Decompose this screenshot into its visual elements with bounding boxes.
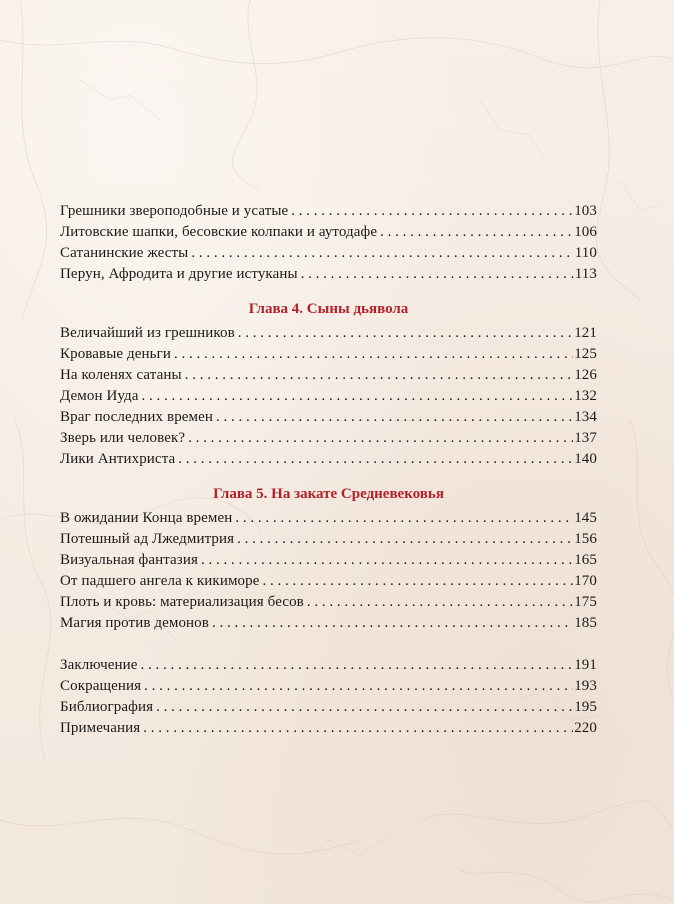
toc-entry-page: 220 bbox=[574, 720, 597, 736]
dot-leader bbox=[174, 344, 573, 365]
toc-entry[interactable] bbox=[60, 344, 597, 365]
toc-entry-title: От падшего ангела к кикиморе bbox=[60, 573, 260, 589]
toc-entry[interactable] bbox=[60, 592, 597, 613]
spacer bbox=[60, 634, 597, 655]
toc-entry-title: Грешники звероподобные и усатые bbox=[60, 203, 289, 219]
toc-entry-title: Сокращения bbox=[60, 678, 142, 694]
toc-entry[interactable] bbox=[60, 718, 597, 739]
toc-entry-title: Демон Иуда bbox=[60, 388, 139, 404]
toc-entry[interactable] bbox=[60, 428, 597, 449]
toc-entry-title: На коленях сатаны bbox=[60, 367, 182, 383]
toc-entry-page: 185 bbox=[574, 615, 597, 631]
toc-entry[interactable] bbox=[60, 243, 597, 264]
dot-leader bbox=[212, 613, 573, 634]
toc-entry-title: В ожидании Конца времен bbox=[60, 510, 233, 526]
dot-leader bbox=[144, 676, 573, 697]
dot-leader bbox=[237, 529, 573, 550]
dot-leader bbox=[185, 365, 573, 386]
dot-leader bbox=[178, 449, 573, 470]
chapter-heading[interactable]: Глава 5. На закате Средневековья bbox=[213, 486, 444, 502]
toc-entry-page: 193 bbox=[574, 678, 597, 694]
toc-entry-page: 145 bbox=[574, 510, 597, 526]
toc-entry-page: 132 bbox=[574, 388, 597, 404]
toc-entry[interactable] bbox=[60, 264, 597, 285]
toc-entry-title: Перун, Афродита и другие истуканы bbox=[60, 266, 298, 282]
dot-leader bbox=[307, 592, 573, 613]
dot-leader bbox=[291, 201, 573, 222]
toc-entry[interactable] bbox=[60, 529, 597, 550]
toc-entry-title: Сатанинские жесты bbox=[60, 245, 189, 261]
dot-leader bbox=[141, 655, 574, 676]
toc-entry-page: 137 bbox=[574, 430, 597, 446]
toc-entry-page: 113 bbox=[574, 266, 597, 282]
toc-entry-title: Величайший из грешников bbox=[60, 325, 235, 341]
toc-entry[interactable] bbox=[60, 201, 597, 222]
dot-leader bbox=[301, 264, 574, 285]
toc-entry-title: Плоть и кровь: материализация бесов bbox=[60, 594, 304, 610]
toc-entry-page: 134 bbox=[574, 409, 597, 425]
dot-leader bbox=[216, 407, 573, 428]
chapter-heading[interactable]: Глава 4. Сыны дьявола bbox=[248, 301, 409, 317]
dot-leader bbox=[380, 222, 573, 243]
toc-entry-title: Примечания bbox=[60, 720, 141, 736]
toc-entry-title: Лики Антихриста bbox=[60, 451, 176, 467]
toc-entry[interactable] bbox=[60, 449, 597, 470]
toc-entry-page: 140 bbox=[574, 451, 597, 467]
dot-leader bbox=[143, 718, 573, 739]
toc-entry-title: Заключение bbox=[60, 657, 138, 673]
toc-entry[interactable] bbox=[60, 697, 597, 718]
toc-entry-page: 126 bbox=[574, 367, 597, 383]
toc-entry-page: 156 bbox=[574, 531, 597, 547]
toc-entry-page: 106 bbox=[574, 224, 597, 240]
toc-entry[interactable] bbox=[60, 386, 597, 407]
toc-entry[interactable] bbox=[60, 323, 597, 344]
toc-entry-title: Потешный ад Лжедмитрия bbox=[60, 531, 235, 547]
toc-entry-title: Магия против демонов bbox=[60, 615, 209, 631]
toc-entry-page: 110 bbox=[574, 245, 597, 261]
dot-leader bbox=[238, 323, 573, 344]
toc-entry-page: 195 bbox=[574, 699, 597, 715]
dot-leader bbox=[235, 508, 573, 529]
toc-entry[interactable] bbox=[60, 655, 597, 676]
toc-entry-title: Визуальная фантазия bbox=[60, 552, 198, 568]
toc-entry-title: Кровавые деньги bbox=[60, 346, 171, 362]
spacer bbox=[60, 470, 597, 484]
toc-entry[interactable] bbox=[60, 222, 597, 243]
toc-entry-page: 165 bbox=[574, 552, 597, 568]
toc-entry-page: 103 bbox=[574, 203, 597, 219]
toc-entry[interactable] bbox=[60, 676, 597, 697]
dot-leader bbox=[142, 386, 574, 407]
toc-entry[interactable] bbox=[60, 613, 597, 634]
toc-entry-title: Библиография bbox=[60, 699, 154, 715]
dot-leader bbox=[191, 243, 573, 264]
dot-leader bbox=[263, 571, 574, 592]
toc-entry[interactable] bbox=[60, 550, 597, 571]
toc-entry-title: Враг последних времен bbox=[60, 409, 214, 425]
toc-entry-page: 170 bbox=[574, 573, 597, 589]
toc-entry[interactable] bbox=[60, 365, 597, 386]
dot-leader bbox=[156, 697, 573, 718]
toc-entry-page: 121 bbox=[574, 325, 597, 341]
toc-entry[interactable] bbox=[60, 407, 597, 428]
dot-leader bbox=[201, 550, 573, 571]
table-of-contents bbox=[60, 201, 597, 739]
toc-entry[interactable] bbox=[60, 571, 597, 592]
toc-entry[interactable] bbox=[60, 508, 597, 529]
toc-entry-title: Литовские шапки, бесовские колпаки и аутодафе bbox=[60, 224, 378, 240]
toc-entry-page: 125 bbox=[574, 346, 597, 362]
toc-entry-page: 175 bbox=[574, 594, 597, 610]
dot-leader bbox=[188, 428, 573, 449]
toc-entry-title: Зверь или человек? bbox=[60, 430, 186, 446]
toc-entry-page: 191 bbox=[574, 657, 597, 673]
spacer bbox=[60, 285, 597, 299]
